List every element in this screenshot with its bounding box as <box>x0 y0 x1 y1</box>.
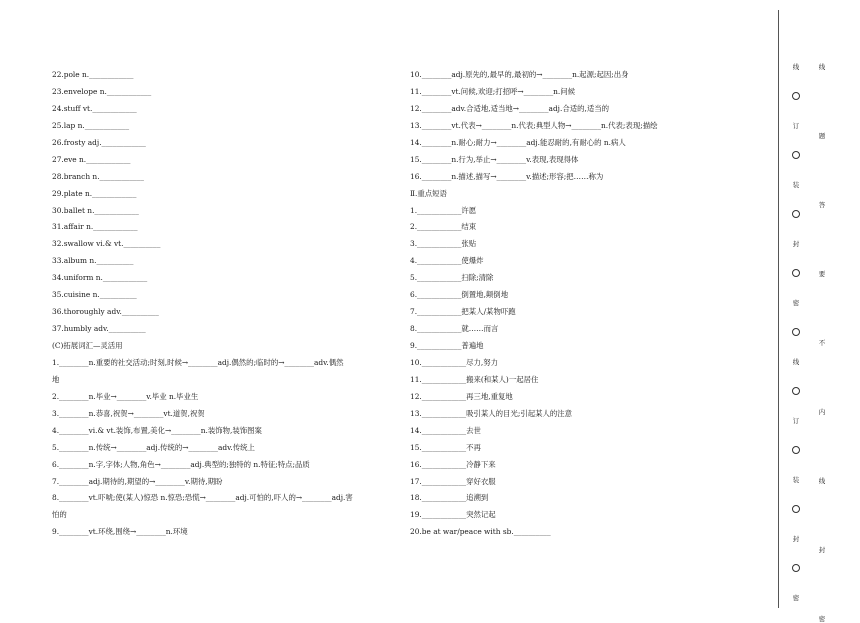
exercise-line: 26.frosty adj.____________ <box>52 137 146 147</box>
exercise-line: 12.____________再三地,重复地 <box>410 391 513 401</box>
exercise-line: 31.affair n.____________ <box>52 222 138 232</box>
exercise-line: 14.________n.耐心;耐力→________adj.能忍耐的,有耐心的 n.病人 <box>410 137 626 147</box>
binding-char: 线 <box>792 63 800 71</box>
exercise-line: 19.____________突然记起 <box>410 510 496 520</box>
binding-char: 订 <box>792 417 800 425</box>
binding-char: 线 <box>792 358 800 366</box>
exercise-line: 37.humbly adv.__________ <box>52 324 146 334</box>
exercise-line: 2.________n.毕业→________v.毕业 n.毕业生 <box>52 391 199 401</box>
binding-note-char: 密 <box>818 615 826 623</box>
exercise-line: 1.________n.重要的社交活动;时刻,时候→________adj.偶然的;临时的→________adv.偶然 <box>52 357 344 367</box>
binding-char: 封 <box>792 240 800 248</box>
exercise-line: 23.envelope n.____________ <box>52 86 152 96</box>
exercise-line: 16.________n.描述,描写→________v.描述;形容;把……称为 <box>410 171 604 181</box>
exercise-line: 14.____________去世 <box>410 425 481 435</box>
binding-char: 订 <box>792 122 800 130</box>
exercise-line: 24.stuff vt.____________ <box>52 103 137 113</box>
binding-note-char: 题 <box>818 132 826 140</box>
right-column <box>410 67 755 541</box>
binding-note-char: 内 <box>818 408 826 416</box>
exercise-line: 28.branch n.____________ <box>52 171 144 181</box>
exercise-line: 4.________vi.& vt.装饰,布置,美化→________n.装饰物,装饰图案 <box>52 425 262 435</box>
exercise-line: 5.________n.传统→________adj.传统的→________adv.传统上 <box>52 442 255 452</box>
exercise-line: 35.cuisine n.__________ <box>52 290 137 300</box>
binding-note-char: 答 <box>818 201 826 209</box>
exercise-line: (C)拓展词汇—灵活用 <box>52 341 123 350</box>
binding-char: 封 <box>792 535 800 543</box>
exercise-line: 22.pole n.____________ <box>52 70 134 79</box>
binding-margin <box>778 0 860 623</box>
exercise-line: 10.________adj.原先的,最早的,最初的→________n.起源;起因;出身 <box>410 70 629 79</box>
exercise-line: 9.____________普遍地 <box>410 341 484 350</box>
binding-hole-icon <box>792 505 800 513</box>
exercise-line: 12.________adv.合适地,适当地→________adj.合适的,适当的 <box>410 103 610 113</box>
binding-note-char: 不 <box>818 339 826 347</box>
exercise-line: 11.________vt.问候,欢迎;打招呼→________n.问候 <box>410 86 576 96</box>
exercise-line: 33.album n.__________ <box>52 256 134 266</box>
exercise-line: 1.____________许愿 <box>410 205 477 215</box>
exercise-line: 16.____________冷静下来 <box>410 459 496 469</box>
exercise-line: 25.lap n.____________ <box>52 120 130 130</box>
exercise-line: 27.eve n.____________ <box>52 154 131 164</box>
binding-char: 装 <box>792 181 800 189</box>
exercise-line: 4.____________使爆炸 <box>410 256 484 266</box>
exercise-line: 3.________n.恭喜,祝贺→________vt.道贺,祝贺 <box>52 408 205 418</box>
binding-hole-icon <box>792 269 800 277</box>
exercise-line: 3.____________张贴 <box>410 239 477 249</box>
exercise-line: 6.________n.字,字体;人物,角色→________adj.典型的;独特的 n.特征;特点;品质 <box>52 459 310 469</box>
exercise-line: 20.be at war/peace with sb.__________ <box>410 527 551 537</box>
exercise-line: 5.____________扫除;清除 <box>410 273 494 283</box>
binding-hole-icon <box>792 151 800 159</box>
exercise-line: 11.____________搬来(和某人)一起居住 <box>410 374 539 384</box>
binding-hole-icon <box>792 446 800 454</box>
exercise-line: 15.____________不再 <box>410 442 481 452</box>
exercise-line: 13.____________吸引某人的目光;引起某人的注意 <box>410 408 573 418</box>
exercise-line: 13.________vt.代表→________n.代表;典型人物→________n.代表;表现;描绘 <box>410 120 658 130</box>
binding-char: 密 <box>792 594 800 602</box>
exercise-line: 30.ballet n.____________ <box>52 205 139 215</box>
binding-hole-icon <box>792 328 800 336</box>
exercise-line: 6.____________倒置地,颠倒地 <box>410 290 509 300</box>
binding-note-char: 线 <box>818 477 826 485</box>
binding-hole-icon <box>792 564 800 572</box>
exercise-line: 32.swallow vi.& vt.__________ <box>52 239 161 249</box>
exercise-line: 怕的 <box>52 510 67 520</box>
binding-hole-icon <box>792 92 800 100</box>
exercise-line: 8.____________就……而言 <box>410 324 499 334</box>
binding-note-char: 线 <box>818 63 826 71</box>
exercise-line: 15.________n.行为,举止→________v.表现,表现得体 <box>410 154 579 164</box>
exercise-line: 17.____________穿好衣服 <box>410 476 496 486</box>
exercise-line: 34.uniform n.____________ <box>52 273 148 283</box>
binding-note-char: 封 <box>818 546 826 554</box>
exercise-line: 7.____________把某人/某物吓跑 <box>410 307 516 317</box>
exercise-line: 9.________vt.环绕,围绕→________n.环境 <box>52 527 188 537</box>
left-column <box>52 67 397 541</box>
binding-char: 密 <box>792 299 800 307</box>
exercise-line: 18.____________追溯到 <box>410 493 489 503</box>
exercise-line: 36.thoroughly adv.__________ <box>52 307 159 317</box>
binding-note-char: 要 <box>818 270 826 278</box>
exercise-line: 2.____________结束 <box>410 222 477 232</box>
binding-char: 装 <box>792 476 800 484</box>
binding-hole-icon <box>792 387 800 395</box>
exercise-line: 10.____________尽力,努力 <box>410 357 499 367</box>
exercise-line: Ⅱ.重点短语 <box>410 188 447 198</box>
binding-line <box>778 10 779 608</box>
exercise-line: 7.________adj.期待的,期望的→________v.期待,期盼 <box>52 476 223 486</box>
binding-hole-icon <box>792 210 800 218</box>
exercise-line: 地 <box>52 374 60 384</box>
exercise-line: 29.plate n.____________ <box>52 188 137 198</box>
exercise-line: 8.________vt.吓唬;使(某人)惊恐 n.惊恐;恐慌→________adj.可怕的,吓人的→________adj.害 <box>52 493 353 503</box>
